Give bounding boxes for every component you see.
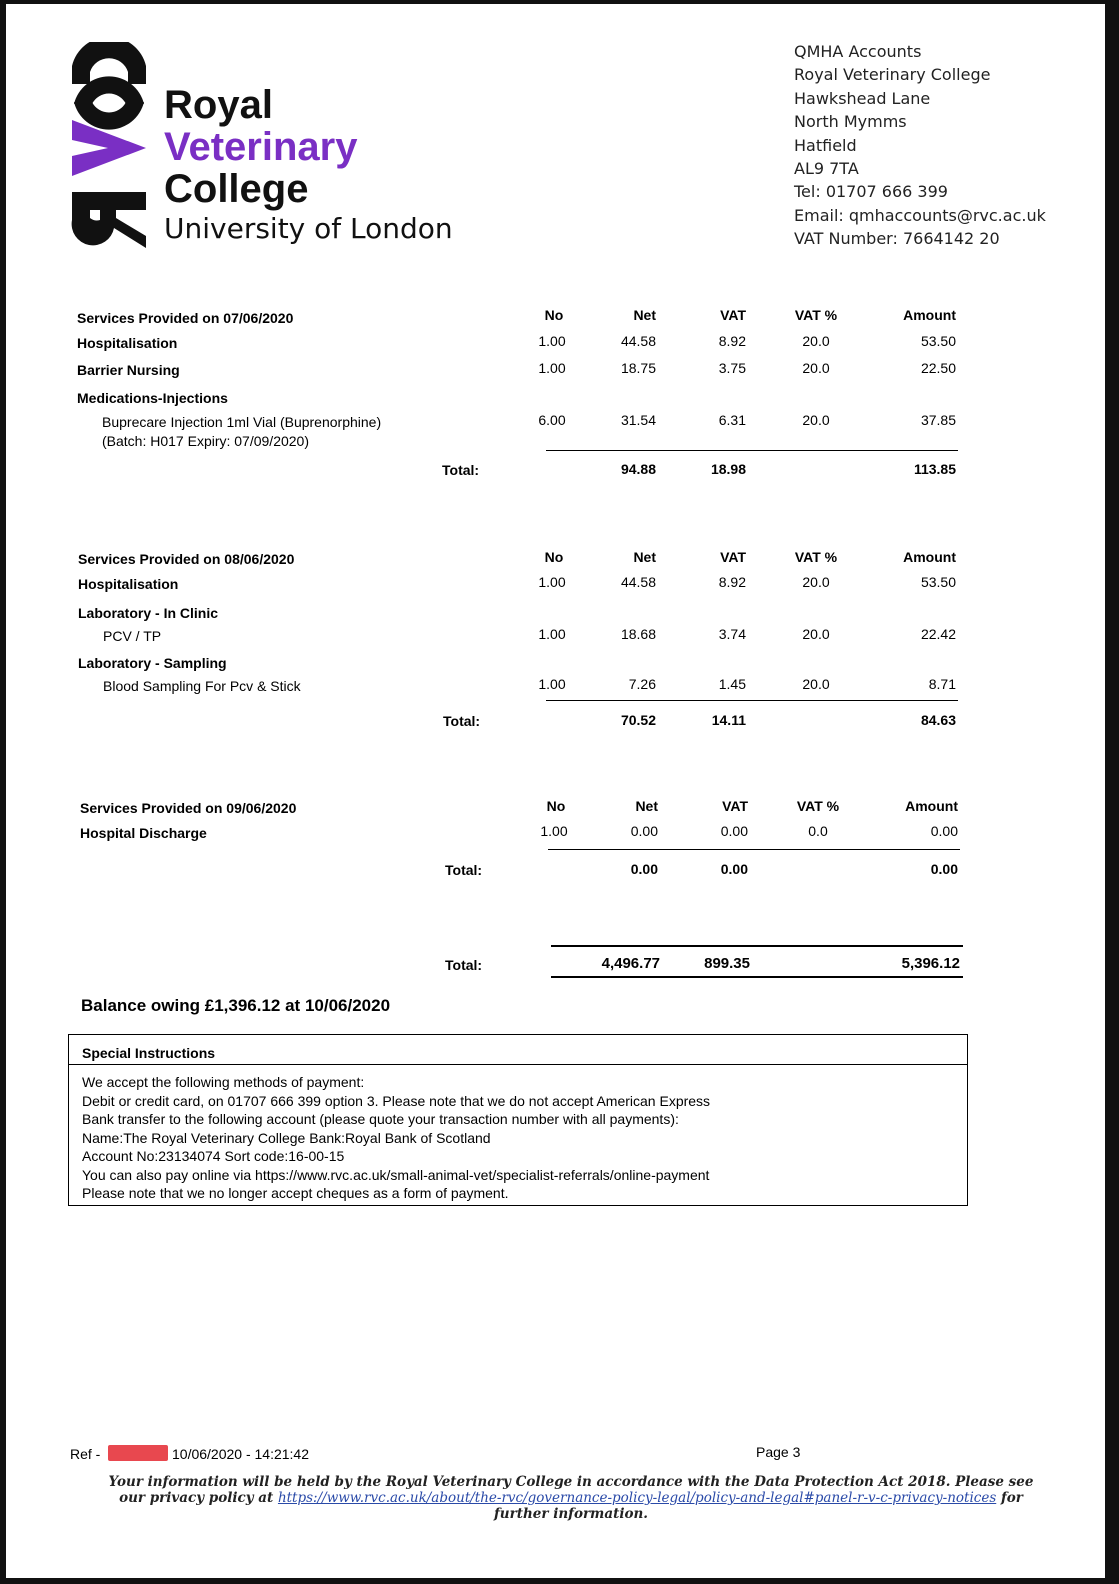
privacy-notice — [101, 1474, 1041, 1522]
row-vat: 8.92 — [718, 574, 746, 590]
total-amount: 84.63 — [920, 712, 956, 728]
instruction-line: You can also pay online via https://www.rvc.ac.uk/small-animal-vet/specialist-referrals/online-payment — [82, 1166, 710, 1183]
privacy-notice-text: Your information will be held by the Royal Veterinary College in accordance with the Data Protection Act 2018. Please see our privacy policy at — [108, 1474, 1034, 1506]
ref-label: Ref - — [70, 1446, 101, 1462]
col-header-amount: Amount — [905, 798, 958, 814]
address-line: Hawkshead Lane — [794, 88, 931, 108]
grand-total-bottom-rule — [551, 976, 963, 978]
total-vat: 0.00 — [720, 861, 748, 877]
instruction-line: Bank transfer to the following account (please quote your transaction number with all payments): — [82, 1111, 679, 1127]
row-amount: 53.50 — [920, 574, 956, 590]
rvc-logo-mark — [64, 42, 154, 252]
print-timestamp: 10/06/2020 - 14:21:42 — [172, 1446, 310, 1462]
row-amount: 37.85 — [920, 412, 956, 428]
row-vat-pct: 20.0 — [802, 574, 830, 590]
invoice-page — [6, 4, 1105, 1578]
col-header-net: Net — [635, 798, 658, 814]
total-amount: 0.00 — [930, 861, 958, 877]
instruction-line: Debit or credit card, on 01707 666 399 option 3. Please note that we do not accept American Express — [82, 1092, 711, 1109]
logo-text-royal: Royal — [164, 83, 273, 127]
row-vat-pct: 20.0 — [802, 676, 830, 692]
row-label: Blood Sampling For Pcv & Stick — [103, 678, 301, 694]
total-net: 94.88 — [620, 461, 656, 477]
address-vat-number: VAT Number: 7664142 20 — [794, 229, 1000, 249]
row-vat: 0.00 — [720, 823, 748, 839]
total-divider — [546, 700, 958, 701]
row-amount: 0.00 — [930, 823, 958, 839]
col-header-vat-pct: VAT % — [794, 549, 838, 565]
special-instructions-body — [82, 1073, 710, 1203]
address-line: QMHA Accounts — [794, 42, 922, 61]
row-amount: 22.50 — [920, 360, 956, 376]
row-label: Barrier Nursing — [77, 362, 180, 378]
grand-total-net: 4,496.77 — [601, 955, 660, 972]
instruction-line: Please note that we no longer accept cheques as a form of payment. — [82, 1185, 509, 1201]
col-header-vat: VAT — [720, 307, 746, 323]
col-header-vat: VAT — [722, 798, 748, 814]
row-vat-pct: 20.0 — [802, 360, 830, 376]
page-number: Page 3 — [756, 1444, 801, 1460]
row-label: Hospitalisation — [78, 576, 179, 592]
instruction-line: Account No:23134074 Sort code:16-00-15 — [82, 1148, 345, 1164]
redacted-reference — [108, 1445, 168, 1461]
row-vat-pct: 0.0 — [808, 823, 828, 839]
row-no: 1.00 — [538, 626, 566, 642]
instruction-line: Name:The Royal Veterinary College Bank:Royal Bank of Scotland — [82, 1129, 491, 1146]
col-header-no: No — [544, 549, 564, 565]
logo-text-university: University of London — [164, 212, 453, 245]
row-no: 1.00 — [538, 676, 566, 692]
row-vat: 3.75 — [718, 360, 746, 376]
row-amount: 53.50 — [920, 333, 956, 349]
col-header-vat-pct: VAT % — [794, 307, 838, 323]
total-vat: 14.11 — [711, 712, 746, 728]
address-email: Email: qmhaccounts@rvc.ac.uk — [794, 205, 1046, 225]
row-no: 1.00 — [538, 360, 566, 376]
total-label: Total: — [445, 862, 483, 878]
logo-text-veterinary: Veterinary — [164, 125, 358, 169]
row-vat: 3.74 — [718, 626, 746, 642]
section-title: Services Provided on 09/06/2020 — [80, 800, 297, 816]
address-phone: Tel: 01707 666 399 — [794, 182, 948, 202]
row-label: Buprecare Injection 1ml Vial (Buprenorphine) — [102, 414, 382, 430]
row-no: 1.00 — [538, 333, 566, 349]
row-no: 6.00 — [538, 412, 566, 428]
total-amount: 113.85 — [913, 461, 956, 477]
special-instructions-title: Special Instructions — [82, 1045, 216, 1061]
col-header-net: Net — [633, 549, 656, 565]
total-vat: 18.98 — [710, 461, 746, 477]
row-net: 18.75 — [620, 360, 656, 376]
row-label: Hospital Discharge — [80, 825, 207, 841]
special-instructions-header — [69, 1035, 967, 1065]
address-line: North Mymms — [794, 112, 907, 132]
row-sublabel: (Batch: H017 Expiry: 07/09/2020) — [102, 433, 310, 449]
row-net: 18.68 — [620, 626, 656, 642]
row-label: PCV / TP — [103, 628, 162, 644]
group-label: Laboratory - Sampling — [78, 655, 227, 671]
total-label: Total: — [443, 713, 481, 729]
logo-text-college: College — [164, 167, 309, 211]
row-vat-pct: 20.0 — [802, 333, 830, 349]
row-vat: 1.45 — [718, 676, 746, 692]
privacy-notice-after: for further information. — [494, 1490, 1023, 1522]
row-amount: 22.42 — [920, 626, 956, 642]
group-label: Laboratory - In Clinic — [78, 605, 219, 621]
row-vat: 8.92 — [718, 333, 746, 349]
address-line: Royal Veterinary College — [794, 65, 991, 85]
row-net: 0.00 — [630, 823, 658, 839]
grand-total-vat: 899.35 — [704, 955, 750, 972]
balance-owing: Balance owing £1,396.12 at 10/06/2020 — [81, 996, 391, 1015]
col-header-amount: Amount — [903, 549, 956, 565]
row-net: 31.54 — [620, 412, 656, 428]
row-net: 44.58 — [620, 333, 656, 349]
row-no: 1.00 — [540, 823, 568, 839]
row-vat-pct: 20.0 — [802, 626, 830, 642]
privacy-policy-link[interactable]: https://www.rvc.ac.uk/about/the-rvc/governance-policy-legal/policy-and-legal#panel-r-v-c-privacy-notices — [277, 1490, 997, 1506]
address-line: AL9 7TA — [794, 159, 859, 179]
row-vat-pct: 20.0 — [802, 412, 830, 428]
accounts-address — [794, 40, 1046, 251]
row-label: Hospitalisation — [77, 335, 178, 351]
instruction-line: We accept the following methods of payment: — [82, 1074, 365, 1090]
section-title: Services Provided on 08/06/2020 — [78, 551, 295, 567]
total-label: Total: — [442, 462, 480, 478]
row-net: 7.26 — [628, 676, 656, 692]
total-net: 0.00 — [630, 861, 658, 877]
col-header-no: No — [546, 798, 566, 814]
address-line: Hatfield — [794, 135, 857, 155]
row-net: 44.58 — [620, 574, 656, 590]
col-header-no: No — [544, 307, 564, 323]
special-instructions-box — [68, 1034, 968, 1206]
grand-total-amount: 5,396.12 — [901, 955, 960, 972]
row-vat: 6.31 — [718, 412, 746, 428]
col-header-amount: Amount — [903, 307, 956, 323]
grand-total-label: Total: — [445, 957, 483, 973]
section-title: Services Provided on 07/06/2020 — [77, 310, 294, 326]
row-no: 1.00 — [538, 574, 566, 590]
group-label: Medications-Injections — [77, 390, 228, 406]
total-net: 70.52 — [620, 712, 656, 728]
total-divider — [546, 450, 958, 451]
row-amount: 8.71 — [928, 676, 956, 692]
total-divider — [548, 849, 960, 850]
col-header-vat: VAT — [720, 549, 746, 565]
col-header-vat-pct: VAT % — [796, 798, 840, 814]
col-header-net: Net — [633, 307, 656, 323]
grand-total-top-rule — [551, 945, 963, 947]
